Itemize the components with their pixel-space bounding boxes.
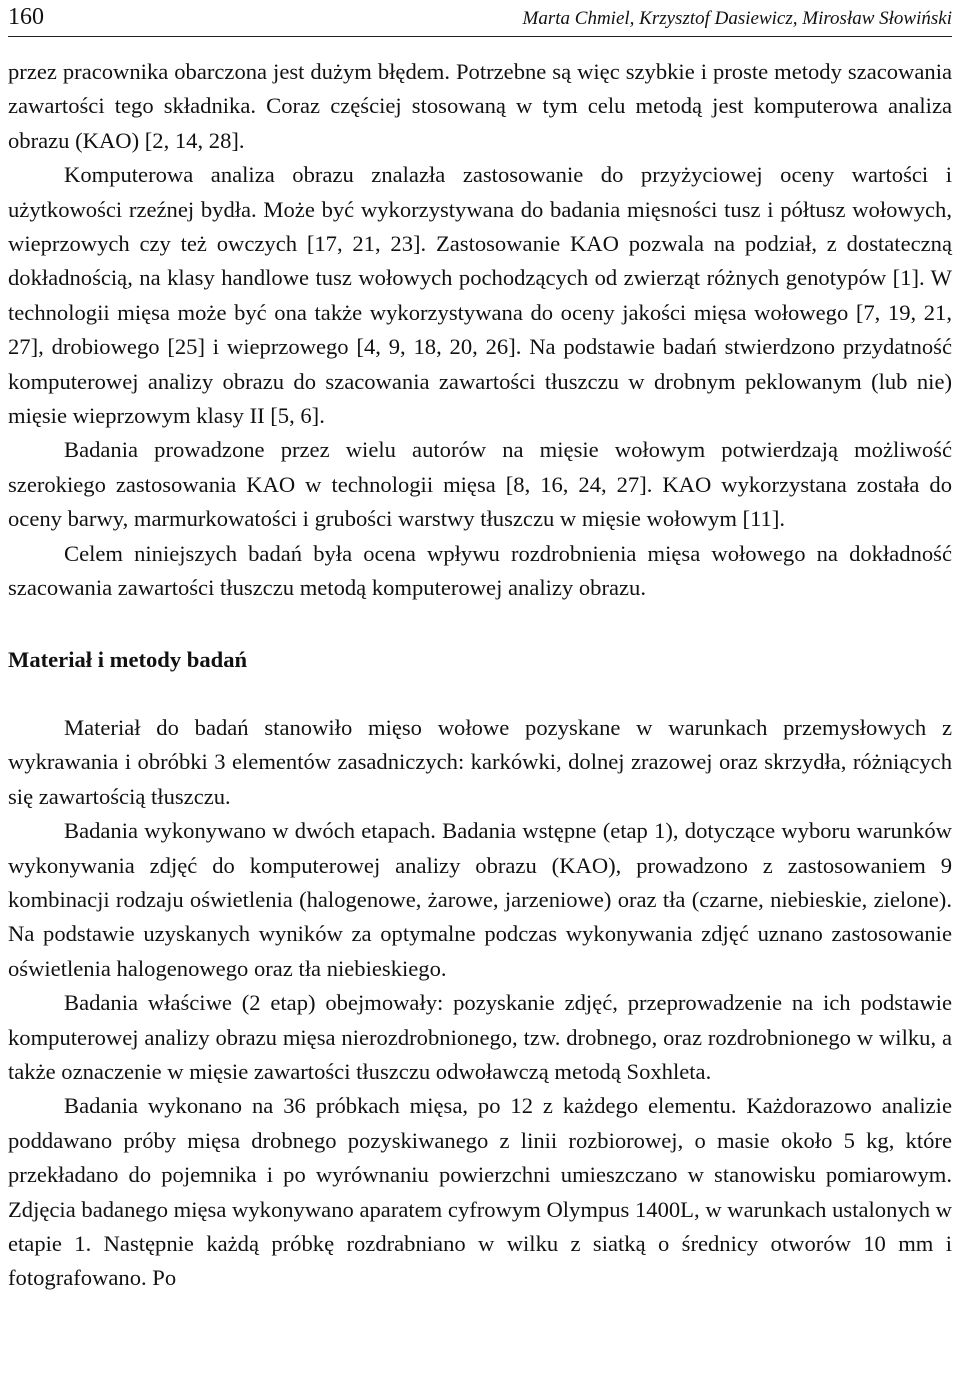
running-head-authors: Marta Chmiel, Krzysztof Dasiewicz, Mirosław Słowiński	[522, 8, 952, 29]
page-header	[8, 2, 952, 37]
paragraph: przez pracownika obarczona jest dużym błędem. Potrzebne są więc szybkie i proste metody szacowania zawartości tego składnika. Coraz częściej stosowaną w tym celu metodą jest komputerowa analiza obrazu (KAO) [2, 14, 28].	[8, 59, 952, 153]
body-text	[8, 55, 952, 1296]
paragraph: Badania wykonywano w dwóch etapach. Badania wstępne (etap 1), dotyczące wyboru warunków wykonywania zdjęć do komputerowej analizy obrazu (KAO), prowadzono z zastosowaniem 9 kombinacji rodzaju oświetlenia (halogenowe, żarowe, jarzeniowe) oraz tła (czarne, niebieskie, zielone). Na podstawie uzyskanych wyników za optymalne podczas wykonywania zdjęć uznano zastosowanie oświetlenia halogenowego oraz tła niebieskiego.	[8, 818, 952, 981]
paragraph: Badania prowadzone przez wielu autorów na mięsie wołowym potwierdzają możliwość szerokiego zastosowania KAO w technologii mięsa [8, 16, 24, 27]. KAO wykorzystana została do oceny barwy, marmurkowatości i grubości warstwy tłuszczu w mięsie wołowym [11].	[8, 437, 952, 532]
paragraph: Badania właściwe (2 etap) obejmowały: pozyskanie zdjęć, przeprowadzenie na ich podstawie komputerowej analizy obrazu mięsa nierozdrobnionego, tzw. drobnego, oraz rozdrobnionego w wilku, a także oznaczenie w mięsie zawartości tłuszczu odwoławczą metodą Soxhleta.	[8, 990, 952, 1084]
paragraph: Badania wykonano na 36 próbkach mięsa, po 12 z każdego elementu. Każdorazowo analizie poddawano próby mięsa drobnego pozyskiwanego z linii rozbiorowej, o masie około 5 kg, które przekładano do pojemnika i po wyrównaniu powierzchni umieszczano w stanowisku pomiarowym. Zdjęcia badanego mięsa wykonywano aparatem cyfrowym Olympus 1400L, w warunkach ustalonych w etapie 1. Następnie każdą próbkę rozdrabniano w wilku z siatką o średnicy otworów 10 mm i fotografowano. Po	[8, 1093, 952, 1291]
section-heading: Materiał i metody badań	[8, 646, 248, 672]
paragraph: Celem niniejszych badań była ocena wpływu rozdrobnienia mięsa wołowego na dokładność szacowania zawartości tłuszczu metodą komputerowej analizy obrazu.	[8, 540, 952, 601]
page-number: 160	[8, 4, 44, 30]
paragraph: Komputerowa analiza obrazu znalazła zastosowanie do przyżyciowej oceny wartości i użytkowości rzeźnej bydła. Może być wykorzystywana do badania mięsności tusz i półtusz wołowych, wieprzowych czy też owczych [17, 21, 23]. Zastosowanie KAO pozwala na podział, z dostateczną dokładnością, na klasy handlowe tusz wołowych pochodzących od zwierząt różnych genotypów [1]. W technologii mięsa może być ona także wykorzystywana do oceny jakości mięsa wołowego [7, 19, 21, 27], drobiowego [25] i wieprzowego [4, 9, 18, 20, 26]. Na podstawie badań stwierdzono przydatność komputerowej analizy obrazu do szacowania zawartości tłuszczu w drobnym peklowanym (lub nie) mięsie wieprzowym klasy II [5, 6].	[8, 162, 952, 429]
paragraph: Materiał do badań stanowiło mięso wołowe pozyskane w warunkach przemysłowych z wykrawania i obróbki 3 elementów zasadniczych: karkówki, dolnej zrazowej oraz skrzydła, różniących się zawartością tłuszczu.	[8, 714, 952, 809]
